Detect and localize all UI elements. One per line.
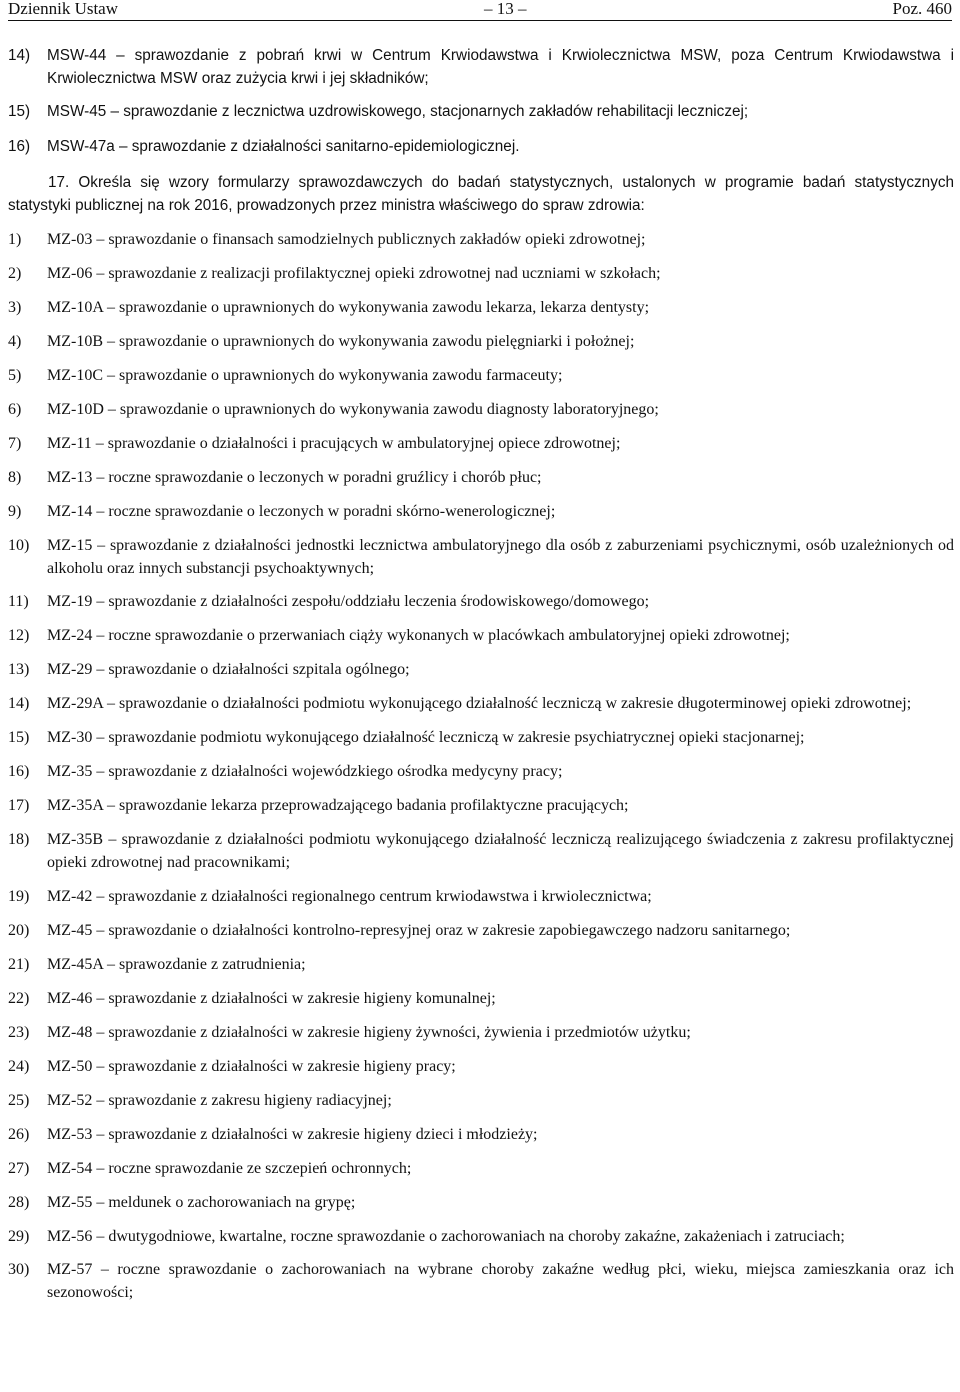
item-text: MZ-10C – sprawozdanie o uprawnionych do wykonywania zawodu farmaceuty; [47, 367, 563, 384]
item-number: 1) [8, 231, 22, 248]
list-item [8, 1021, 954, 1044]
item-text: MZ-06 – sprawozdanie z realizacji profilaktycznej opieki zdrowotnej nad uczniami w szkołach; [47, 265, 661, 282]
item-text: MZ-42 – sprawozdanie z działalności regionalnego centrum krwiodawstwa i krwiolecznictwa; [47, 888, 652, 905]
item-text: MZ-52 – sprawozdanie z zakresu higieny radiacyjnej; [47, 1092, 392, 1109]
item-text: MZ-35A – sprawozdanie lekarza przeprowadzającego badania profilaktyczne pracujących; [47, 797, 629, 814]
item-number: 27) [8, 1160, 30, 1177]
list-item [8, 590, 954, 613]
list-item [8, 330, 954, 353]
item-number: 17) [8, 797, 30, 814]
item-number: 11) [8, 593, 29, 610]
item-number: 9) [8, 503, 22, 520]
item-number: 16) [8, 763, 30, 780]
item-number: 22) [8, 990, 30, 1007]
list-item [8, 1191, 954, 1214]
item-text: MZ-19 – sprawozdanie z działalności zespołu/oddziału leczenia środowiskowego/domowego; [47, 593, 650, 610]
list-item [8, 1225, 954, 1248]
journal-title: Dziennik Ustaw [8, 0, 119, 18]
item-number: 12) [8, 627, 30, 644]
item-number: 3) [8, 299, 22, 316]
list-item [8, 364, 954, 387]
item-text: MZ-29A – sprawozdanie o działalności podmiotu wykonującego działalność leczniczą w zakresie długoterminowej opieki zdrowotnej; [47, 695, 912, 712]
list-item-msw-15 [8, 100, 954, 123]
item-text: MZ-56 – dwutygodniowe, kwartalne, roczne sprawozdanie o zachorowaniach na choroby zakaźne, zakażeniach i zatruciach; [47, 1228, 845, 1245]
item-number: 19) [8, 888, 30, 905]
list-item [8, 828, 954, 874]
item-text: MZ-30 – sprawozdanie podmiotu wykonującego działalność leczniczą w zakresie psychiatrycznej opieki stacjonarnej; [47, 729, 805, 746]
item-text: MZ-46 – sprawozdanie z działalności w zakresie higieny komunalnej; [47, 990, 496, 1007]
item-number: 15) [8, 729, 30, 746]
item-text: MZ-15 – sprawozdanie z działalności jednostki lecznictwa ambulatoryjnego dla osób z zaburzeniami psychicznymi, osób uzależnionych od alkoholu oraz innych substancji psychoaktywnych; [47, 537, 954, 577]
list-item [8, 500, 954, 523]
item-text: MZ-57 – roczne sprawozdanie o zachorowaniach na wybrane choroby zakaźne według płci, wieku, miejsca zamieszkania oraz ich sezonowości; [47, 1261, 954, 1301]
list-item [8, 228, 954, 251]
item-number: 2) [8, 265, 22, 282]
item-number: 10) [8, 537, 30, 554]
item-number: 15) [8, 103, 31, 120]
list-item [8, 919, 954, 942]
list-item [8, 953, 954, 976]
list-item [8, 1123, 954, 1146]
item-text: MZ-35B – sprawozdanie z działalności podmiotu wykonującego działalność leczniczą realizującego świadczenia z zakresu profilaktycznej opieki zdrowotnej nad pracownikami; [47, 831, 954, 871]
item-text: MSW-47a – sprawozdanie z działalności sanitarno-epidemiologicznej. [47, 138, 520, 155]
item-number: 20) [8, 922, 30, 939]
list-item [8, 1258, 954, 1304]
list-item [8, 534, 954, 580]
item-text: MZ-35 – sprawozdanie z działalności wojewódzkiego ośrodka medycyny pracy; [47, 763, 563, 780]
list-item-msw-14 [8, 44, 954, 90]
list-item [8, 760, 954, 783]
item-number: 26) [8, 1126, 30, 1143]
item-text: MSW-45 – sprawozdanie z lecznictwa uzdrowiskowego, stacjonarnych zakładów rehabilitacji leczniczej; [47, 103, 749, 120]
item-number: 5) [8, 367, 22, 384]
item-number: 13) [8, 661, 30, 678]
item-text: MZ-24 – roczne sprawozdanie o przerwaniach ciąży wykonanych w placówkach ambulatoryjnej opieki zdrowotnej; [47, 627, 790, 644]
item-text: MZ-10B – sprawozdanie o uprawnionych do wykonywania zawodu pielęgniarki i położnej; [47, 333, 635, 350]
list-item [8, 432, 954, 455]
item-text: MZ-13 – roczne sprawozdanie o leczonych w poradni gruźlicy i chorób płuc; [47, 469, 542, 486]
item-text: MZ-10A – sprawozdanie o uprawnionych do wykonywania zawodu lekarza, lekarza dentysty; [47, 299, 650, 316]
list-item [8, 1055, 954, 1078]
list-item [8, 624, 954, 647]
item-text: MZ-55 – meldunek o zachorowaniach na grypę; [47, 1194, 356, 1211]
list-item-msw-16 [8, 135, 954, 158]
list-item [8, 885, 954, 908]
item-text: MZ-45 – sprawozdanie o działalności kontrolno-represyjnej oraz w zakresie zapobiegawczego nadzoru sanitarnego; [47, 922, 791, 939]
item-text: MZ-50 – sprawozdanie z działalności w zakresie higieny pracy; [47, 1058, 456, 1075]
item-number: 28) [8, 1194, 30, 1211]
list-item [8, 1089, 954, 1112]
item-text: MZ-29 – sprawozdanie o działalności szpitala ogólnego; [47, 661, 410, 678]
item-text: MZ-54 – roczne sprawozdanie ze szczepień ochronnych; [47, 1160, 412, 1177]
header-divider [8, 20, 952, 21]
item-text: MZ-45A – sprawozdanie z zatrudnienia; [47, 956, 306, 973]
mz-forms-list [8, 228, 954, 1304]
item-text: MZ-48 – sprawozdanie z działalności w zakresie higieny żywności, żywienia i przedmiotów użytku; [47, 1024, 691, 1041]
item-number: 30) [8, 1261, 30, 1278]
list-item [8, 794, 954, 817]
paragraph-17: 17. Określa się wzory formularzy sprawozdawczych do badań statystycznych, ustalonych w programie badań statystycznych statystyki publicznej na rok 2016, prowadzonych przez ministra właściwego do spraw zdrowia: [8, 174, 954, 214]
item-number: 8) [8, 469, 22, 486]
page-header [8, 0, 952, 19]
item-number: 16) [8, 138, 31, 155]
list-item [8, 262, 954, 285]
item-number: 7) [8, 435, 22, 452]
item-number: 6) [8, 401, 22, 418]
list-item [8, 1157, 954, 1180]
list-item [8, 296, 954, 319]
list-item [8, 987, 954, 1010]
list-item [8, 726, 954, 749]
item-number: 14) [8, 47, 31, 64]
item-number: 21) [8, 956, 30, 973]
document-body [8, 44, 954, 1304]
list-item [8, 466, 954, 489]
item-number: 25) [8, 1092, 30, 1109]
item-text: MZ-14 – roczne sprawozdanie o leczonych w poradni skórno-wenerologicznej; [47, 503, 556, 520]
list-item [8, 658, 954, 681]
item-number: 23) [8, 1024, 30, 1041]
item-number: 18) [8, 831, 30, 848]
item-text: MZ-10D – sprawozdanie o uprawnionych do wykonywania zawodu diagnosty laboratoryjnego; [47, 401, 659, 418]
item-number: 29) [8, 1228, 30, 1245]
item-text: MZ-53 – sprawozdanie z działalności w zakresie higieny dzieci i młodzieży; [47, 1126, 538, 1143]
list-item [8, 398, 954, 421]
item-text: MZ-11 – sprawozdanie o działalności i pracujących w ambulatoryjnej opiece zdrowotnej; [47, 435, 621, 452]
item-number: 14) [8, 695, 30, 712]
item-number: 24) [8, 1058, 30, 1075]
position-number: Poz. 460 [892, 0, 952, 18]
item-text: MZ-03 – sprawozdanie o finansach samodzielnych publicznych zakładów opieki zdrowotnej; [47, 231, 646, 248]
item-number: 4) [8, 333, 22, 350]
list-item [8, 692, 954, 715]
page-number: – 13 – [484, 0, 527, 18]
item-text: MSW-44 – sprawozdanie z pobrań krwi w Centrum Krwiodawstwa i Krwiolecznictwa MSW, poza Centrum Krwiodawstwa i Krwiolecznictwa MSW oraz zużycia krwi i jej składników; [47, 47, 954, 87]
